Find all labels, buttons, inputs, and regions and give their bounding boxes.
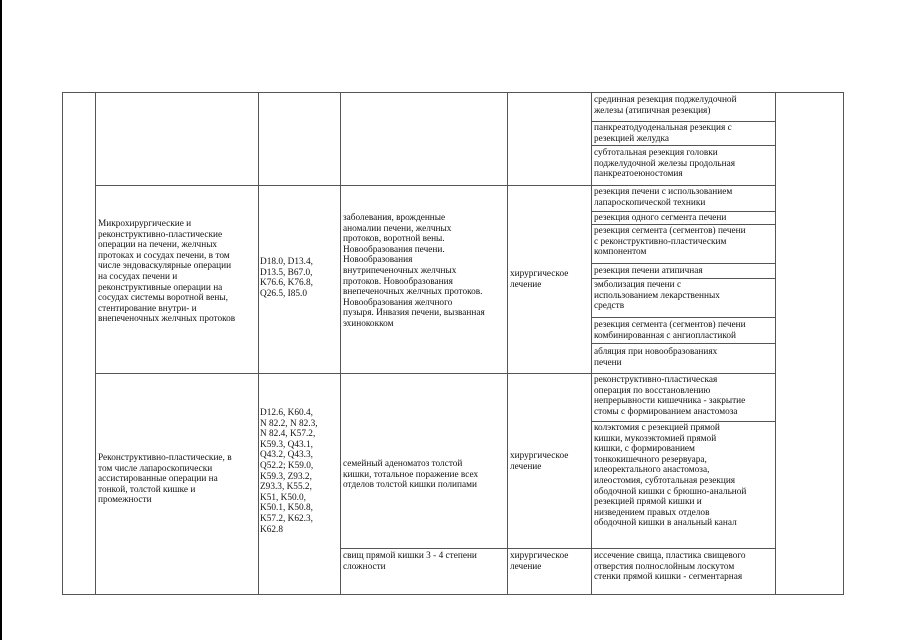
disease-description: свищ прямой кишки 3 - 4 степени сложности bbox=[343, 551, 477, 572]
method-cell: реконструктивно-пластическая операция по восстановлению непрерывности кишечника - закрытие стомы с формированием анастомоза bbox=[594, 375, 746, 417]
icd-codes: D18.0, D13.4, D13.5, B67.0, K76.6, K76.8, Q26.5, I85.0 bbox=[260, 257, 313, 299]
disease-description: заболевания, врожденные аномалии печени, желчных протоков, воротной вены. Новообразования печени. Новообразования внутрипеченочных желчных протоков. Новообразования внепеченочных желчных протоков. Новообразования желчного пузыря. Инвазия печени, вызванная эхинококком bbox=[343, 213, 485, 329]
disease-description: семейный аденоматоз толстой кишки, тотальное поражение всех отделов толстой кишки полипами bbox=[343, 459, 479, 491]
method-cell: эмболизация печени с использованием лекарственных средств bbox=[594, 280, 720, 312]
intervention-name: Реконструктивно-пластические, в том числе лапароскопически ассистированные операции на тонкой, толстой кишке и промежности bbox=[98, 453, 232, 506]
method-cell: иссечение свища, пластика свищевого отверстия полнослойным лоскутом стенки прямой кишки - сегментарная bbox=[594, 551, 746, 583]
method-cell: резекция печени с использованием лапароскопической техники bbox=[594, 187, 733, 208]
method-cell: колэктомия с резекцией прямой кишки, мукозэктомией прямой кишки, с формированием тонкокишечного резервуара, илеоректального анастомоза, илеостомия, субтотальная резекция ободочной кишки с брюшно-анальной резекцией прямой кишки и низведением правых отделов ободочной кишки в анальный канал bbox=[594, 423, 747, 529]
method-cell: срединная резекция поджелудочной железы (атипичная резекция) bbox=[594, 95, 737, 116]
intervention-name: Микрохирургические и реконструктивно-пластические операции на печени, желчных протоках и сосудах печени, в том числе эндоваскулярные операции на сосудах печени и реконструктивные операции на сосудах системы воротной вены, стентирование внутри- и внепеченочных желчных протоков bbox=[98, 219, 236, 325]
method-cell: субтотальная резекция головки поджелудочной железы продольная панкреатоеюностомия bbox=[594, 148, 736, 180]
icd-codes: D12.6, K60.4, N 82.2, N 82.3, N 82.4, K57.2, K59.3, Q43.1, Q43.2, Q43.3, Q52.2; K59.0, K59.3, Z93.2, Z93.3, K55.2, K51, K50.0, K50.1, K50.8, K57.2, K62.3, K62.8 bbox=[260, 408, 318, 535]
method-cell: абляция при новообразованиях печени bbox=[594, 347, 718, 368]
method-cell: резекция печени атипичная bbox=[594, 266, 703, 276]
method-cell: резекция одного сегмента печени bbox=[594, 213, 727, 223]
method-cell: резекция сегмента (сегментов) печени с реконструктивно-пластическим компонентом bbox=[594, 226, 746, 258]
method-cell: резекция сегмента (сегментов) печени комбинированная с ангиопластикой bbox=[594, 320, 746, 341]
treatment-type: хирургическое лечение bbox=[510, 551, 569, 572]
treatment-type: хирургическое лечение bbox=[510, 451, 569, 472]
scan-left-edge bbox=[0, 0, 2, 640]
treatment-type: хирургическое лечение bbox=[510, 269, 569, 290]
method-cell: панкреатодуоденальная резекция с резекцией желудка bbox=[594, 123, 732, 144]
